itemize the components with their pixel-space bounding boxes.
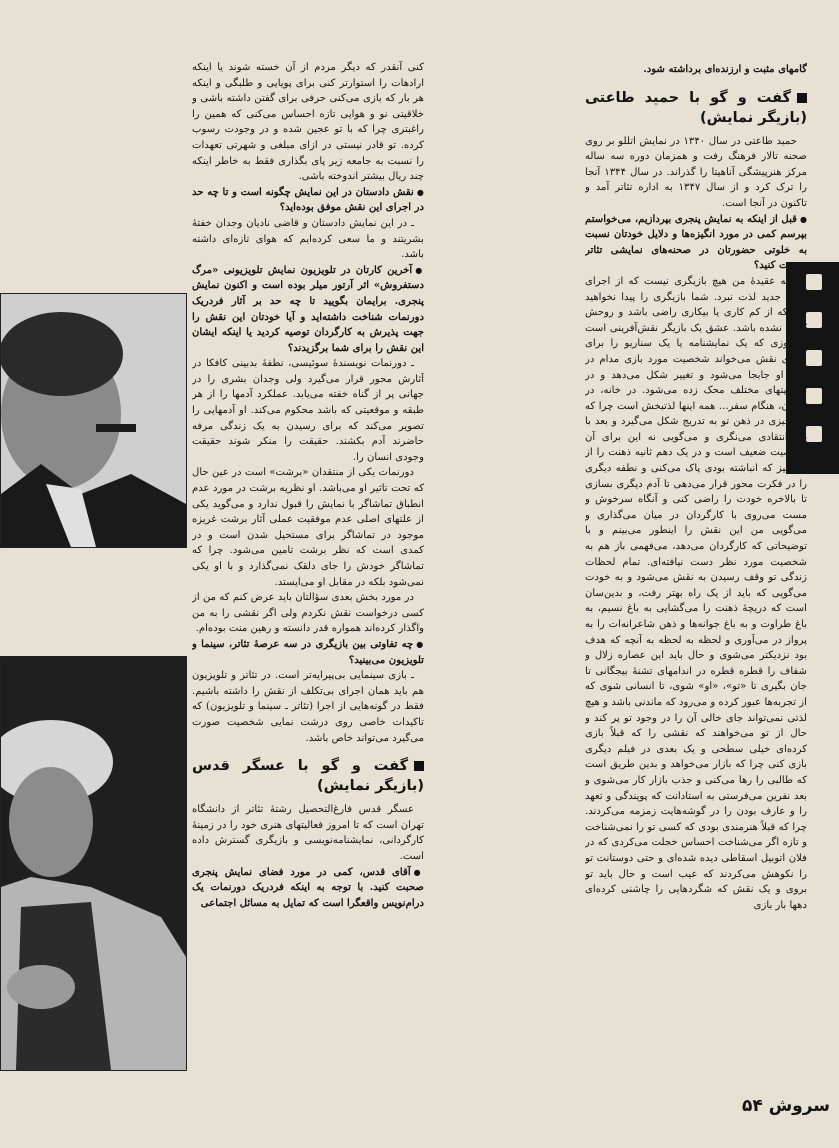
answer-3c: در مورد بخش بعدی سؤالتان باید عرض کنم که من از کسی درخواست نقش نکردم ولی اگر نقشی را به من واگذار کرده‌اند همواره قدر دانسته و رهین منت بوده‌ام. [192, 592, 424, 635]
heading-text: گفت و گو با حمید طاعتی (بازیگر نمایش) [585, 89, 807, 126]
question-4: ● چه تفاوتی بین بازیگری در سه عرصهٔ تئاتر، سینما و تلویزیون می‌بینید؟ [192, 637, 424, 668]
bio-paragraph-qods: عسگر قدس فارغ‌التحصیل رشتهٔ تئاتر از دانشگاه تهران است که تا امروز فعالیتهای هنری خود را در زمینهٔ کارگردانی، نمایشنامه‌نویسی و بازیگری گسترش داده است. [192, 804, 424, 862]
page-number: ۵۴ [742, 1096, 763, 1116]
answer-2: ـ در این نمایش دادستان و قاضی نادیان وجدان خفتهٔ بشریتند و ما سعی کرده‌ایم که هوای تازه‌ای داشته باشد. [192, 217, 424, 261]
answer-1: ـ به عقیدهٔ من هیچ بازیگری نیست که از اجرای نقش جدید لذت نبرد. شما بازیگری را پیدا نخواهید کرد که از کم کاری یا بیکاری راضی باشد و روحش کسل نشده باشد. عشق یک بازیگر نقش‌آفرینی است از روزی که یک نمایشنامه یا یک سناریو را برای اجرای نقش می‌خواند شخصیت مورد بازی مدام در ذهن او جابجا می‌شود و تغییر شکل می‌دهد و در موقعیتهای مختلف محک زده می‌شود. در خانه، در خیابان، هنگام سفر... همه اینها لذتبخش است چرا که یک چیزی در ذهن تو به تدریج شکل می‌گیرد و بعد با دید انتقادی می‌نگری و می‌گویی نه این برای آن شخصیت ضعیف است و در یک دهم ثانیه ذهنت را از هر چیز که انباشته بودی پاک می‌کنی و نطفه دیگری را در فکرت محور قرار می‌دهی تا آدم دیگری بسازی تا بالاخره خودت را راضی کنی و آنگاه سرخوش و مست می‌روی با کارگردان در میان می‌گذاری و می‌گویی من این نقش را اینطور می‌بینم و با توضیحاتی که کارگردان می‌دهد، می‌فهمی باز هم به شخصیت مورد نظر دست نیافته‌ای. تمام لحظات زندگی تو وقف رسیدن به نقش می‌شود و به خودت می‌گویی که باید از یک راه بهتر رفت، و بدین‌سان است که دریچهٔ ذهنت را می‌گشایی به باغ نسیم، به باغ طراوت و به باغ جوانه‌ها و ذهن شاعرانه‌ات را به پرواز در می‌آوری و لحظه به لحظه به آنچه که هدف بود نزدیکتر می‌شوی و حال باید این عصاره زلال و شفاف را قطره قطره در اندامهای تشنهٔ بیجگانی تا جان بگیری تا «تو»، «او» شوی، تا انسانی شوی که از تجربه‌ها عبور کرده و می‌رود که ماندنی باشد و هیچ لذتی نمی‌تواند جای خالی آن را در وجود تو پر کند و حال از تو می‌خواهند که نقشی را که قبلاً بازی کرده‌ای خیلی سطحی و یک بعدی در فیلم دیگری بازی کنی چرا که بازار می‌خواهد و بدین طریق است که طالبی را رها می‌کنی و جذب بازار کار می‌شوی و بعد نفرین می‌فرستی به استادانت که پویندگی و تعهد را و عارف بودن را در گوشه‌هایت زمزمه می‌کردند. چرا که قبلاً هنرمندی بودی که کسی تو را نمی‌شناخت و تازه اگر می‌شناخت احساس خجلت می‌کردی که در فلان اتوبیل اسقاطی دیده شده‌ای و حتی دوستانت تو را نکوهش می‌کردند که عیب است و حال باید تو بروی و یک نقش که شگردهایی را چاشنی کرده‌ای دهها بار بازی [585, 275, 807, 911]
continued-paragraph: کنی آنقدر که دیگر مردم از آن خسته شوند یا اینکه ارادهات را استوارتر کنی برای پویایی و طلبگی و اینکه هر بار که بازی می‌کنی حرفی برای گفتن داشته باشی و خلاقیتی نو و هوایی تازه احساس می‌کنی که همین را راغبتری چرا که با تو عجین شده و در وجودت رسوب کرده. تو قادر نیستی در ازای مبلغی و شهرتی تعهدات را نسبت به جامعه زیر پای بگذاری فقط به خاطر اینکه چند ریال بیشتر اندوخته باشی. [192, 62, 424, 183]
bio-paragraph: حمید طاعتی در سال ۱۳۴۰ در نمایش اتللو بر روی صحنه تالار فرهنگ رفت و همزمان دوره سه ساله مرکز هنرپیشگی آناهیتا را گذراند. در سال ۱۳۴۴ آنجا را ترک کرد و از سال ۱۳۴۷ به اداره تئاتر آمد و تاکنون در آنجا است. [585, 135, 807, 209]
portrait-illustration [1, 294, 186, 547]
square-bullet-icon [797, 93, 807, 103]
heading-interview-taati [585, 88, 807, 128]
portrait-photo-askar-qods [0, 656, 187, 1071]
heading-interview-qods [192, 756, 424, 796]
square-bullet-icon [414, 761, 424, 771]
magazine-name: سروش [768, 1096, 831, 1116]
portrait-photo-hamid-taati [0, 293, 187, 548]
question-2: ● نقش دادستان در این نمایش چگونه است و تا چه حد در اجرای این نقش موفق بوده‌اید؟ [192, 185, 424, 216]
middle-column [192, 60, 424, 1105]
film-hole [806, 388, 822, 404]
question-1: ● قبل از اینکه به نمایش پنجری بپردازیم، می‌خواستم بپرسم کمی در مورد انگیزه‌ها و دلایل خودتان نسبت به خلوتی حضورتان در صحنه‌های نمایشی تئاتر صحبت کنید؟ [585, 212, 807, 274]
film-hole [806, 274, 822, 290]
question-3: ● آخرین کارتان در تلویزیون نمایش تلویزیونی «مرگ دستفروش» اثر آرتور میلر بوده است و اکنون نمایش پنجری. برایمان بگویید تا چه حد بر آثار فردریک دورنمات شناخت داشته‌اید و آیا خودتان این نقش را جهت پذیرش به کارگردان توصیه کردید یا اینکه ایشان این نقش را برای شما برگزیدند؟ [192, 263, 424, 357]
actor-illustration [1, 657, 186, 1070]
answer-3: ـ دورنمات نویسندهٔ سوئیسی، نطفهٔ بدبینی کافکا در آثارش محور قرار می‌گیرد ولی وجدان بشری را در جهانی پر از گناه خفته می‌یابد. عملکرد آدمها را از هر طبقه و موقعیتی که باشد محکوم می‌کند. او آدمهایی را تصویر می‌کند که برای رسیدن به یک زندگی مرفه حاضرند آدم بکشند. حقیقت را منکر شوند حقیقت وجودی انسان را. [192, 358, 424, 463]
middle-column-overflow [428, 60, 578, 1105]
question-5: ● آقای قدس، کمی در مورد فضای نمایش پنجری صحبت کنید. با توجه به اینکه فردریک دورنمات یک درام‌نویس واقعگرا است که تمایل به مسائل اجتماعی [192, 865, 424, 912]
page-footer [742, 1096, 830, 1116]
film-hole [806, 426, 822, 442]
right-column [585, 62, 807, 1092]
intro-line: گامهای مثبت و ارزنده‌ای برداشته شود. [643, 64, 807, 75]
film-hole [806, 312, 822, 328]
answer-4: ـ بازی سینمایی بی‌پیرایه‌تر است. در تئاتر و تلویزیون هم باید همان اجرای بی‌تکلف از نقش را داشته باشیم. فقط در گونه‌هایی از اجرا (تئاتر ـ سینما و تلویزیون) که تاکیدات خاصی روی درشت نمایی شخصیت صورت می‌گیرد می‌تواند خاص باشد. [192, 670, 424, 744]
film-hole [806, 350, 822, 366]
heading-text: گفت و گو با عسگر قدس (بازیگر نمایش) [192, 758, 424, 795]
answer-3b: دورنمات یکی از منتقدان «برشت» است در عین حال که تحت تاثیر او می‌باشد. او نظریه برشت در مورد عدم انطباق تماشاگر با نمایش را قبول ندارد و می‌گوید یکی از علتهای اصلی عدم موفقیت عملی آثار برشت غریزه موجود در تماشاگر برای مستحیل شدن است و در کمدی است که نظر برشت تامین می‌شود. چرا که تماشاگر خودش را جای دلقک نمی‌گذارد و با او یکی نمی‌شود بلکه در مقابل او می‌ایستد. [192, 467, 424, 588]
